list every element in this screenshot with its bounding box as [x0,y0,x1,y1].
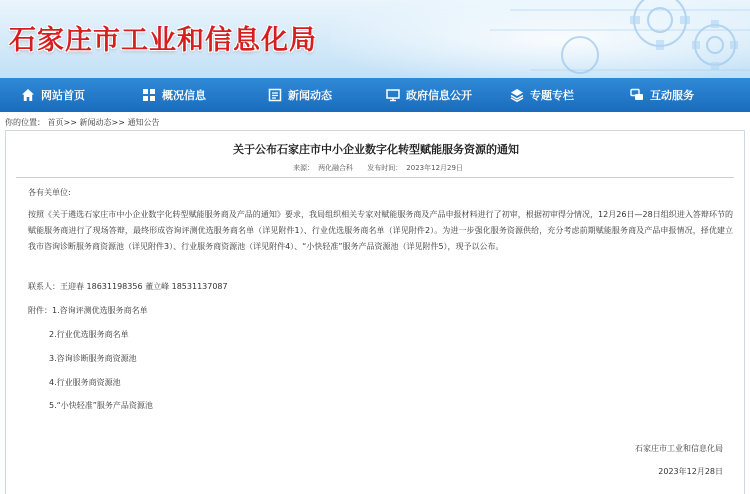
date-label: 发布时间： [367,164,403,172]
overview-icon [142,88,156,102]
breadcrumb [5,116,159,130]
nav-item-gov-info[interactable] [386,78,472,112]
attachments-line [28,303,733,319]
chat-icon [630,88,644,102]
breadcrumb-link-news[interactable]: 新闻动态>> [79,118,125,127]
site-title: 石家庄市工业和信息化局 [9,25,317,56]
nav-item-label: 专题专栏 [530,89,574,102]
nav-item-label: 新闻动态 [288,89,332,102]
body-paragraph: 按照《关于遴选石家庄市中小企业数字化转型赋能服务商及产品的通知》要求，我局组织相关专家对赋能服务商及产品申报材料进行了初审，根据初审得分情况，12月26日—28日组织进入答辩环节的赋能服务商进行了现场答辩，最终形成咨询评测优选服务商名单（详见附件1）、行业优选服务商名单（详见附件2）。为进一步强化服务资源供给，充分考虑前期赋能服务商及产品申报情况，择优建立我市咨询诊断服务商资源池（详见附件3）、行业服务商资源池（详见附件4）、“小快轻准”服务产品资源池（详见附件5），现予以公布。 [28,210,733,251]
nav-item-label: 概况信息 [162,89,206,102]
article-panel [5,130,745,494]
nav-item-label: 互动服务 [650,89,694,102]
article-title: 关于公布石家庄市中小企业数字化转型赋能服务资源的通知 [233,143,519,156]
salutation: 各有关单位: [28,188,71,197]
monitor-icon [386,88,400,102]
article-meta [6,163,746,173]
source-value: 两化融合科 [318,164,354,172]
source-label: 来源： [293,164,315,172]
attachment-link-4[interactable]: 4.行业服务商资源池 [49,378,121,387]
title-divider [16,177,734,178]
nav-item-overview[interactable] [142,78,206,112]
attachment-link-3[interactable]: 3.咨询诊断服务商资源池 [49,354,137,363]
nav-item-news[interactable] [268,78,332,112]
main-nav [0,78,750,112]
nav-item-label: 网站首页 [41,89,85,102]
layers-icon [510,88,524,102]
breadcrumb-link-home[interactable]: 首页>> [47,118,77,127]
site-banner [0,0,750,78]
nav-item-label: 政府信息公开 [406,89,472,102]
breadcrumb-link-notices[interactable]: 通知公告 [127,118,160,127]
nav-item-topics[interactable] [510,78,574,112]
attachment-link-5[interactable]: 5.“小快轻准”服务产品资源池 [49,401,153,410]
nav-item-interaction[interactable] [630,78,694,112]
attachment-link-2[interactable]: 2.行业优选服务商名单 [49,330,129,339]
attachments-label: 附件： [28,306,52,315]
news-icon [268,88,282,102]
gear-decoration-icon [330,0,750,78]
signature-date: 2023年12月28日 [658,467,723,476]
contact-line: 联系人：王迎春 18631198356 董立峰 18531137087 [28,282,228,291]
breadcrumb-prefix: 你的位置： [5,118,45,127]
home-icon [21,88,35,102]
signature-org: 石家庄市工业和信息化局 [635,444,723,453]
attachment-link-1[interactable]: 1.咨询评测优选服务商名单 [52,306,148,315]
nav-item-home[interactable] [21,78,85,112]
date-value: 2023年12月29日 [406,164,463,172]
